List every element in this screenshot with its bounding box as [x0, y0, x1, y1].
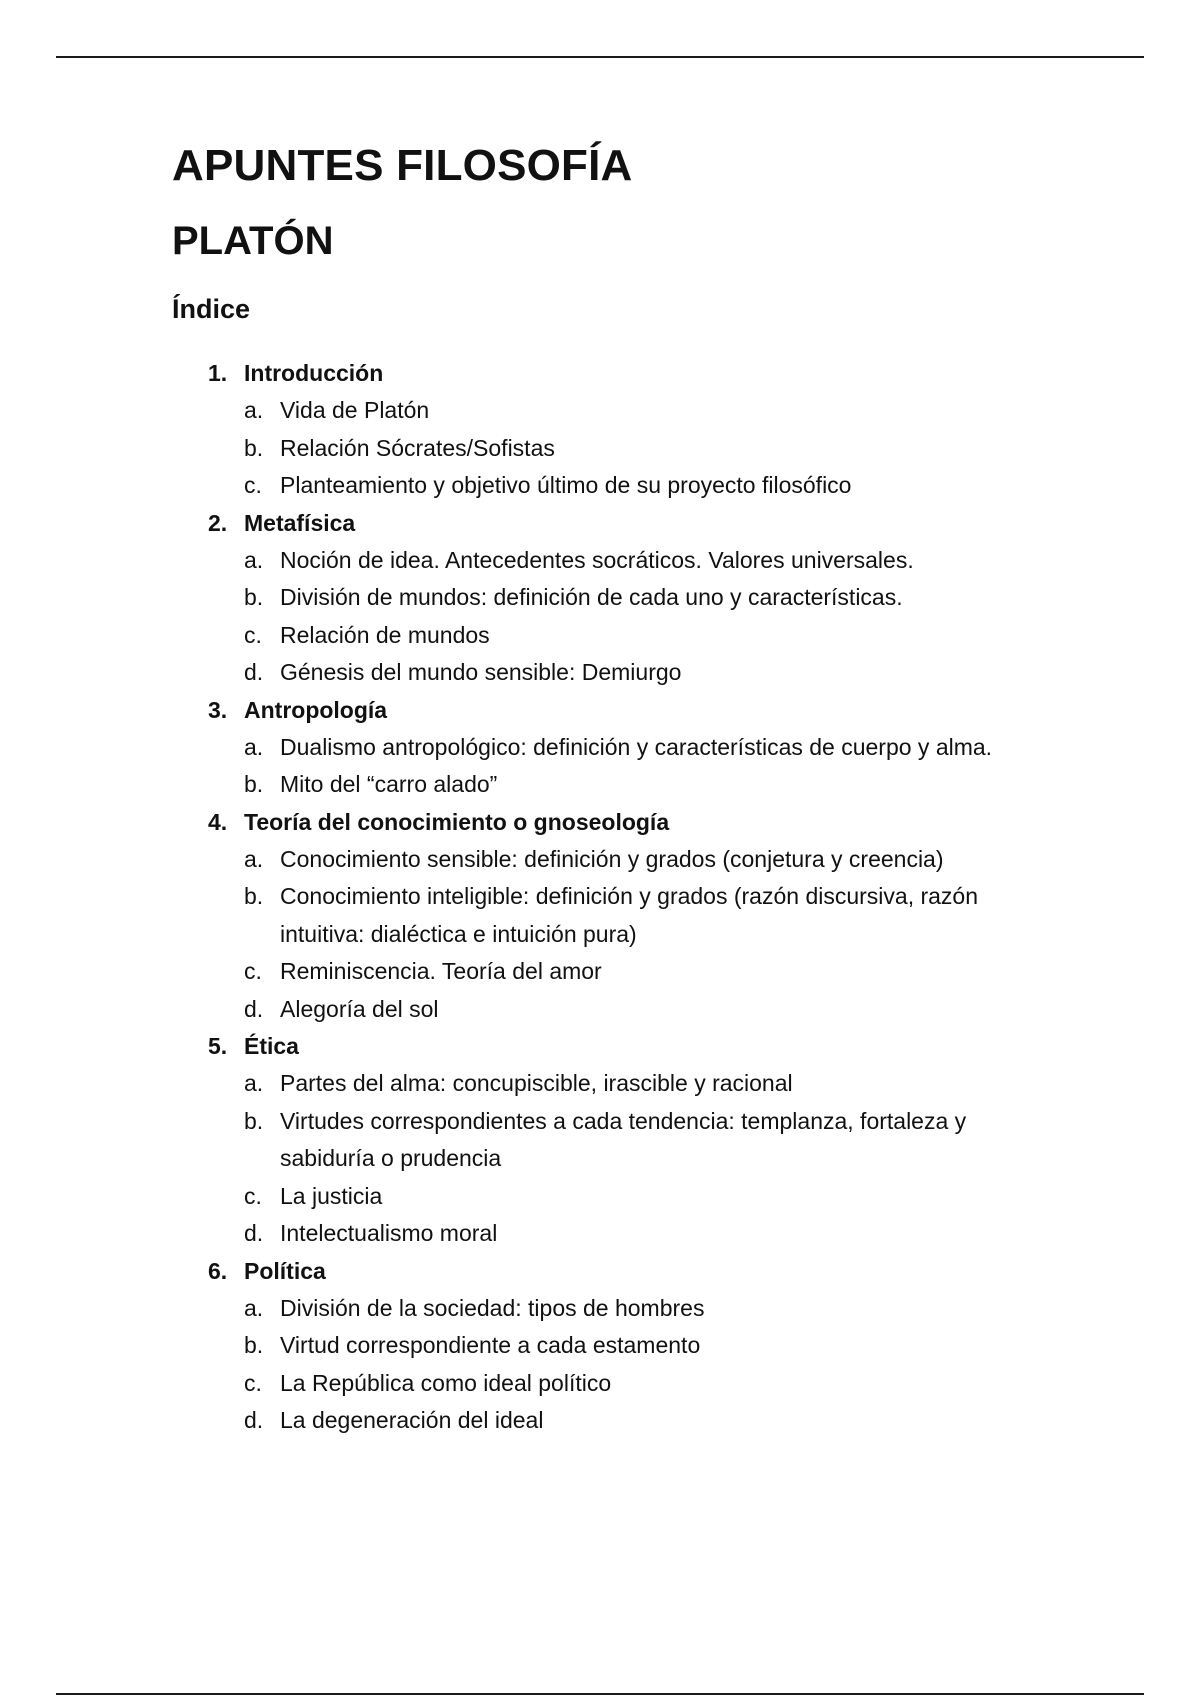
toc-section-heading: [172, 1253, 1072, 1290]
toc-subsection-text: Virtud correspondiente a cada estamento: [280, 1332, 701, 1359]
header-rule: [56, 56, 1144, 58]
toc-subsection-letter: d.: [244, 1407, 264, 1434]
toc-section: [172, 804, 1072, 1029]
toc-subsection: [172, 579, 1072, 617]
toc-subsection-text: Partes del alma: concupiscible, irascible y racional: [280, 1070, 793, 1097]
toc-section: [172, 1028, 1072, 1253]
toc-subsection-letter: d.: [244, 1220, 264, 1247]
toc-subsection-text: Intelectualismo moral: [280, 1220, 498, 1247]
toc-subsection-list: [172, 392, 1072, 505]
toc-subsection-text: Virtudes correspondientes a cada tendencia: templanza, fortaleza y sabiduría o prudencia: [280, 1107, 967, 1172]
toc-section-title: Introducción: [244, 360, 384, 387]
toc-subsection-letter: c.: [244, 1182, 262, 1209]
toc-section-title: Antropología: [244, 696, 388, 723]
toc-subsection: [172, 1178, 1072, 1216]
toc-section-number: 4.: [208, 808, 228, 835]
toc-subsection-letter: a.: [244, 1294, 264, 1321]
toc-section-number: 2.: [208, 509, 228, 536]
toc-section-number: 1.: [208, 360, 228, 387]
toc-section-title: Metafísica: [244, 509, 356, 536]
toc-subsection-letter: b.: [244, 883, 264, 910]
toc-section-title: Ética: [244, 1033, 299, 1060]
toc-subsection: [172, 430, 1072, 468]
toc-subsection-text: Relación Sócrates/Sofistas: [280, 434, 555, 461]
toc-subsection-text: Génesis del mundo sensible: Demiurgo: [280, 659, 682, 686]
toc-subsection-text: La República como ideal político: [280, 1369, 612, 1396]
toc-subsection-letter: c.: [244, 472, 262, 499]
table-of-contents: [172, 355, 1072, 1440]
toc-subsection: [172, 841, 1072, 879]
toc-section-heading: [172, 505, 1072, 542]
toc-section: [172, 505, 1072, 692]
toc-subsection: [172, 392, 1072, 430]
toc-section-heading: [172, 355, 1072, 392]
toc-subsection-text: División de mundos: definición de cada uno y características.: [280, 584, 903, 611]
toc-subsection-letter: a.: [244, 1070, 264, 1097]
toc-subsection-letter: b.: [244, 584, 264, 611]
toc-subsection: [172, 729, 1072, 767]
toc-subsection: [172, 617, 1072, 655]
toc-subsection-letter: a.: [244, 546, 264, 573]
toc-subsection: [172, 1215, 1072, 1253]
toc-subsection-letter: b.: [244, 434, 264, 461]
toc-section: [172, 355, 1072, 505]
toc-subsection: [172, 1290, 1072, 1328]
toc-subsection-letter: a.: [244, 397, 264, 424]
toc-subsection-text: Noción de idea. Antecedentes socráticos. Valores universales.: [280, 546, 914, 573]
toc-section-number: 6.: [208, 1257, 228, 1284]
toc-section-heading: [172, 804, 1072, 841]
toc-heading: Índice: [172, 293, 251, 324]
toc-subsection: [172, 1065, 1072, 1103]
toc-subsection-letter: b.: [244, 1332, 264, 1359]
toc-subsection: [172, 766, 1072, 804]
toc-subsection-text: Conocimiento sensible: definición y grados (conjetura y creencia): [280, 845, 944, 872]
toc-subsection-letter: c.: [244, 1369, 262, 1396]
toc-section: [172, 692, 1072, 804]
toc-section-heading: [172, 1028, 1072, 1065]
toc-subsection-text: Reminiscencia. Teoría del amor: [280, 958, 602, 985]
toc-subsection-text: Dualismo antropológico: definición y características de cuerpo y alma.: [280, 733, 993, 760]
toc-section-heading: [172, 692, 1072, 729]
toc-subsection-list: [172, 542, 1072, 692]
toc-subsection-letter: c.: [244, 621, 262, 648]
toc-subsection-text: Vida de Platón: [280, 397, 430, 424]
toc-subsection-list: [172, 841, 1072, 1029]
toc-section-title: Política: [244, 1257, 326, 1284]
toc-section: [172, 1253, 1072, 1440]
toc-subsection-text: División de la sociedad: tipos de hombres: [280, 1294, 705, 1321]
toc-subsection-letter: a.: [244, 845, 264, 872]
toc-section-number: 5.: [208, 1033, 228, 1060]
toc-subsection-text: La justicia: [280, 1182, 383, 1209]
toc-subsection-list: [172, 729, 1072, 804]
toc-subsection: [172, 878, 1072, 953]
toc-subsection-letter: d.: [244, 659, 264, 686]
toc-section-number: 3.: [208, 696, 228, 723]
toc-subsection-letter: a.: [244, 733, 264, 760]
toc-section-title: Teoría del conocimiento o gnoseología: [244, 808, 670, 835]
toc-subsection-text: Mito del “carro alado”: [280, 771, 498, 798]
toc-subsection: [172, 1327, 1072, 1365]
document-body: [172, 140, 1072, 1440]
toc-subsection-text: Conocimiento inteligible: definición y grados (razón discursiva, razón intuitiva: dialéctica e intuición pura): [280, 883, 979, 947]
toc-subsection: [172, 953, 1072, 991]
toc-subsection: [172, 542, 1072, 580]
toc-subsection-list: [172, 1290, 1072, 1440]
document-subtitle: PLATÓN: [172, 218, 334, 263]
toc-subsection: [172, 1103, 1072, 1178]
document-title: APUNTES FILOSOFÍA: [172, 141, 633, 190]
toc-subsection-letter: b.: [244, 1107, 264, 1134]
toc-subsection: [172, 1365, 1072, 1403]
footer-rule: [56, 1693, 1144, 1695]
toc-subsection-list: [172, 1065, 1072, 1253]
toc-subsection: [172, 654, 1072, 692]
toc-subsection-letter: b.: [244, 771, 264, 798]
toc-subsection-text: La degeneración del ideal: [280, 1407, 544, 1434]
toc-subsection-letter: d.: [244, 995, 264, 1022]
toc-subsection: [172, 467, 1072, 505]
toc-subsection-text: Planteamiento y objetivo último de su proyecto filosófico: [280, 472, 852, 499]
toc-subsection-text: Alegoría del sol: [280, 995, 439, 1022]
toc-subsection-text: Relación de mundos: [280, 621, 490, 648]
toc-subsection-letter: c.: [244, 958, 262, 985]
toc-subsection: [172, 991, 1072, 1029]
toc-subsection: [172, 1402, 1072, 1440]
